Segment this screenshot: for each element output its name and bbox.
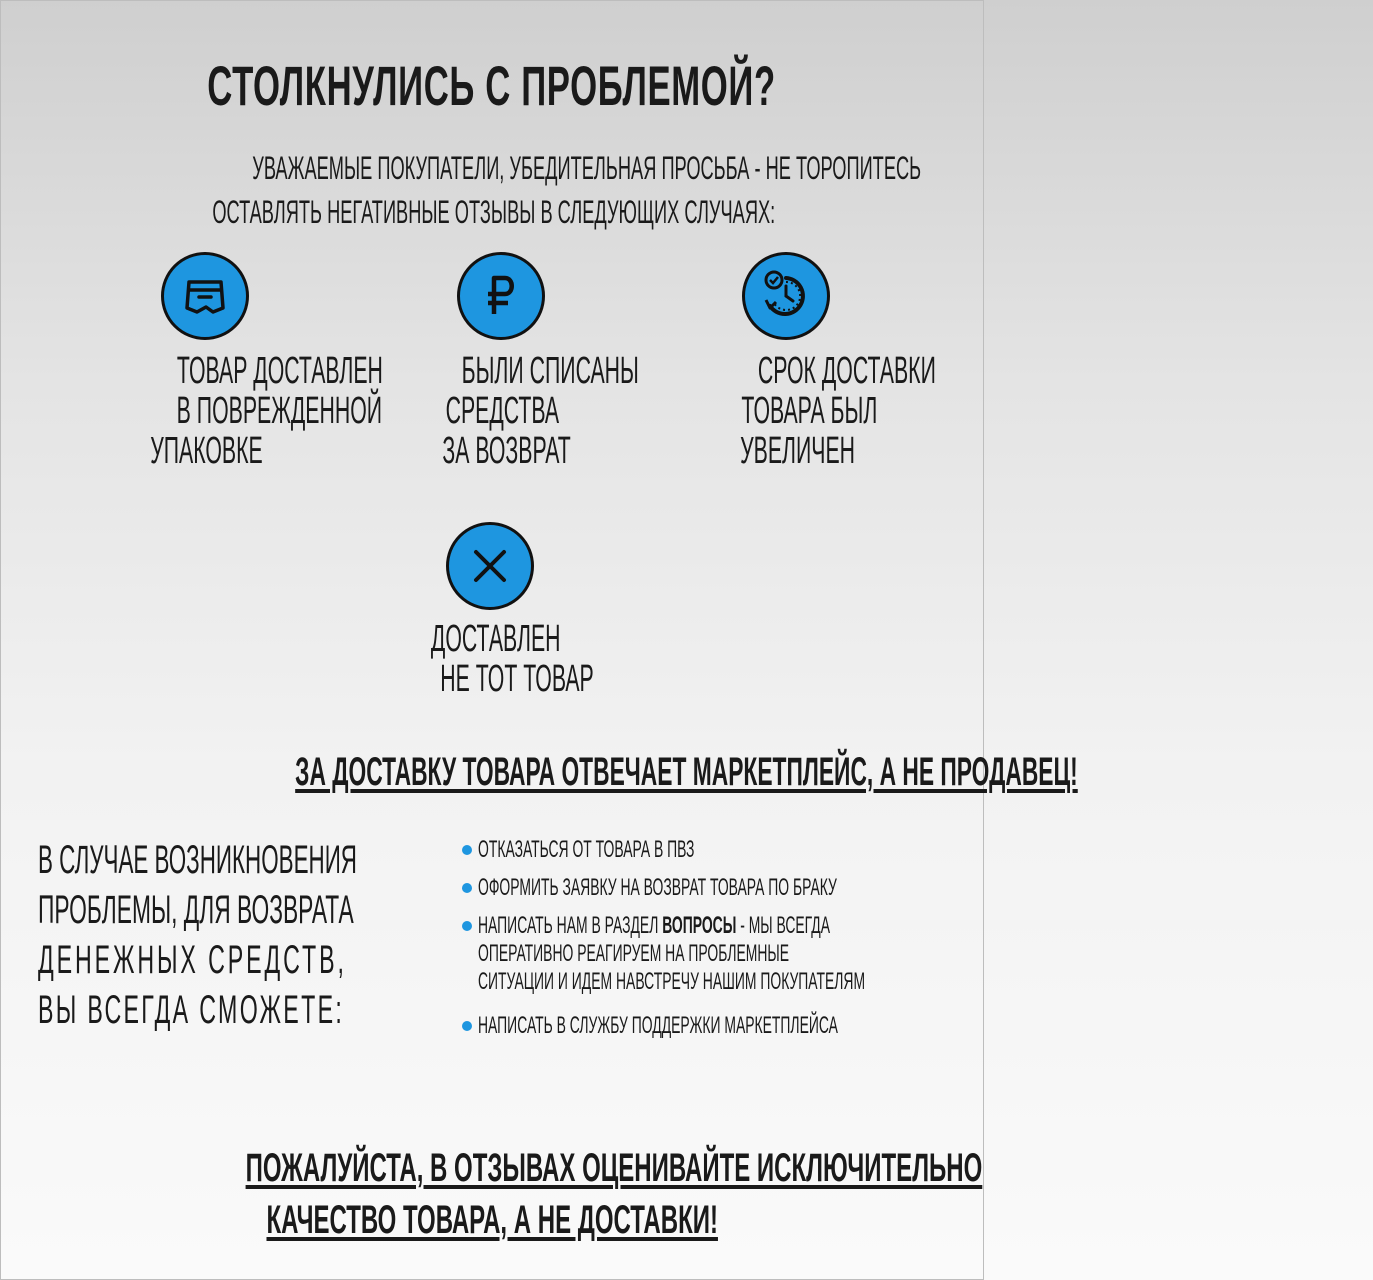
case-funds-charged: БЫЛИ СПИСАНЫ СРЕДСТВА ЗА ВОЗВРАТ [442,350,639,472]
bullet-icon [462,921,472,931]
damaged-box-icon [161,252,249,340]
footer-appeal-line-2: КАЧЕСТВО ТОВАРА, А НЕ ДОСТАВКИ! [266,1198,718,1242]
return-intro-line: ДЕНЕЖНЫХ СРЕДСТВ, [38,938,347,982]
return-intro-line: ВЫ ВСЕГДА СМОЖЕТЕ: [38,988,345,1032]
return-intro-line: В СЛУЧАЕ ВОЗНИКНОВЕНИЯ [38,838,357,882]
case-delivery-delayed: СРОК ДОСТАВКИ ТОВАРА БЫЛ УВЕЛИЧЕН [740,350,936,472]
bullet-icon [462,883,472,893]
bullet-icon [462,1021,472,1031]
return-intro-line: ПРОБЛЕМЫ, ДЛЯ ВОЗВРАТА [38,888,354,932]
ruble-icon [457,252,545,340]
bullet-icon [462,845,472,855]
case-wrong-item: ДОСТАВЛЕН НЕ ТОТ ТОВАР [430,618,594,700]
footer-appeal-line-1: ПОЖАЛУЙСТА, В ОТЗЫВАХ ОЦЕНИВАЙТЕ ИСКЛЮЧИТЕЛЬНО [245,1146,983,1190]
subtitle-line-2: ОСТАВЛЯТЬ НЕГАТИВНЫЕ ОТЗЫВЫ В СЛЕДУЮЩИХ СЛУЧАЯХ: [212,194,776,230]
case-damaged-packaging: ТОВАР ДОСТАВЛЕН В ПОВРЕЖДЕННОЙ УПАКОВКЕ [149,350,383,472]
cross-icon [446,522,534,610]
page-title: СТОЛКНУЛИСЬ С ПРОБЛЕМОЙ? [207,54,777,117]
marketplace-responsibility-warning: ЗА ДОСТАВКУ ТОВАРА ОТВЕЧАЕТ МАРКЕТПЛЕЙС, А НЕ ПРОДАВЕЦ! [295,750,1078,794]
subtitle-line-1: УВАЖАЕМЫЕ ПОКУПАТЕЛИ, УБЕДИТЕЛЬНАЯ ПРОСЬБА - НЕ ТОРОПИТЕСЬ [252,150,922,186]
clock-delay-icon [742,252,830,340]
